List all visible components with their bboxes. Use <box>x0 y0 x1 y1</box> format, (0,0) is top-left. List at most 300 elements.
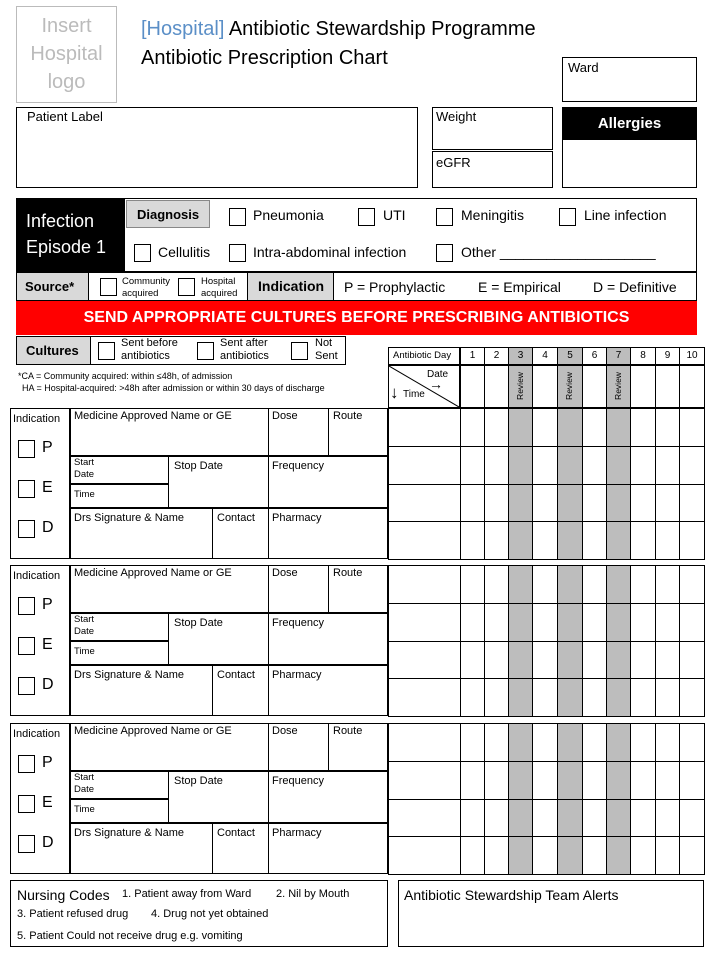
pharmacy-field[interactable] <box>268 823 388 874</box>
page-title-line1 <box>141 18 536 41</box>
medicine-name-field[interactable] <box>70 723 269 771</box>
cultures-label: Cultures <box>26 343 79 358</box>
egfr-field[interactable] <box>432 151 553 188</box>
administration-cell[interactable] <box>606 521 631 560</box>
date-entry-cell[interactable] <box>484 365 509 408</box>
patient-label-field[interactable] <box>16 107 418 188</box>
sent-before-label-2: antibiotics <box>121 350 170 362</box>
antibiotic-day-label: Antibiotic Day <box>393 350 452 361</box>
administration-cell[interactable] <box>582 799 607 837</box>
dose-label: Dose <box>272 725 298 737</box>
frequency-label: Frequency <box>272 775 324 787</box>
administration-cell[interactable] <box>484 761 509 800</box>
ward-field[interactable] <box>562 57 697 102</box>
administration-cell[interactable] <box>557 761 583 800</box>
administration-cell[interactable] <box>557 603 583 642</box>
administration-time-cell[interactable] <box>388 836 461 875</box>
cultures-warning-banner <box>16 301 697 335</box>
other-label: Other ____________________ <box>461 244 656 260</box>
egfr-label: eGFR <box>436 155 471 170</box>
indication-option-label: P <box>42 754 53 771</box>
signature-field[interactable] <box>70 665 213 716</box>
indication-d-checkbox[interactable] <box>18 677 35 695</box>
administration-cell[interactable] <box>655 484 680 522</box>
administration-cell[interactable] <box>532 408 558 447</box>
not-sent-checkbox[interactable] <box>291 342 308 360</box>
indication-option-label: P <box>42 439 53 456</box>
indication-e-checkbox[interactable] <box>18 637 35 655</box>
administration-cell[interactable] <box>679 799 705 837</box>
line-infection-label: Line infection <box>584 207 667 223</box>
start-time-label: Time <box>74 646 95 657</box>
hospital-acquired-label-1: Hospital <box>201 276 236 287</box>
dose-label: Dose <box>272 410 298 422</box>
start-date-label-1: Start <box>74 772 95 783</box>
administration-cell[interactable] <box>484 836 509 875</box>
pharmacy-field[interactable] <box>268 665 388 716</box>
contact-field[interactable] <box>212 823 269 874</box>
administration-cell[interactable] <box>557 678 583 717</box>
administration-cell[interactable] <box>606 446 631 485</box>
frequency-field[interactable] <box>268 771 388 823</box>
stop-date-label: Stop Date <box>174 775 223 787</box>
contact-label: Contact <box>217 827 255 839</box>
administration-cell[interactable] <box>508 408 533 447</box>
administration-cell[interactable] <box>532 799 558 837</box>
banner-text: SEND APPROPRIATE CULTURES BEFORE PRESCRIBING ANTIBIOTICS <box>83 309 630 326</box>
administration-cell[interactable] <box>582 678 607 717</box>
diagnosis-label-box <box>126 200 210 228</box>
hospital-prefix: [Hospital] <box>141 18 225 40</box>
day-number: 7 <box>615 350 622 361</box>
date-entry-cell[interactable] <box>582 365 607 408</box>
frequency-label: Frequency <box>272 460 324 472</box>
day-header-cell <box>582 347 607 365</box>
date-entry-cell[interactable] <box>532 365 558 408</box>
weight-label: Weight <box>436 109 477 124</box>
route-label: Route <box>333 725 363 737</box>
hospital-acquired-label-2: acquired <box>201 288 238 299</box>
administration-cell[interactable] <box>460 836 485 875</box>
cultures-label-box <box>17 337 91 364</box>
indication-option-label: D <box>42 834 54 851</box>
review-label: Review <box>515 372 525 400</box>
administration-cell[interactable] <box>606 641 631 679</box>
administration-cell[interactable] <box>630 521 656 560</box>
administration-cell[interactable] <box>630 565 656 604</box>
day-header-cell <box>557 347 583 365</box>
indication-option-label: E <box>42 794 53 811</box>
frequency-label: Frequency <box>272 617 324 629</box>
allergies-header <box>563 108 696 140</box>
episode-title-1: Infection <box>26 211 95 231</box>
administration-cell[interactable] <box>630 799 656 837</box>
administration-cell[interactable] <box>606 761 631 800</box>
administration-cell[interactable] <box>508 446 533 485</box>
signature-label: Drs Signature & Name <box>74 827 185 839</box>
administration-cell[interactable] <box>532 723 558 762</box>
administration-cell[interactable] <box>582 484 607 522</box>
administration-cell[interactable] <box>606 678 631 717</box>
intra-abdominal-checkbox[interactable] <box>229 244 246 262</box>
administration-cell[interactable] <box>655 603 680 642</box>
episode-title-2: Episode 1 <box>26 237 107 257</box>
date-arrow-icon: → <box>429 376 443 392</box>
administration-cell[interactable] <box>557 521 583 560</box>
administration-cell[interactable] <box>557 446 583 485</box>
uti-checkbox[interactable] <box>358 208 375 226</box>
administration-cell[interactable] <box>606 799 631 837</box>
stop-date-field[interactable] <box>168 456 269 508</box>
start-date-field[interactable] <box>70 613 169 641</box>
administration-cell[interactable] <box>508 603 533 642</box>
stewardship-alerts-box[interactable] <box>398 880 704 947</box>
administration-cell[interactable] <box>655 678 680 717</box>
administration-cell[interactable] <box>484 641 509 679</box>
administration-cell[interactable] <box>532 678 558 717</box>
administration-cell[interactable] <box>508 521 533 560</box>
dose-field[interactable] <box>268 408 329 456</box>
intra-abdominal-label: Intra-abdominal infection <box>253 244 407 260</box>
day-header-cell <box>630 347 656 365</box>
signature-label: Drs Signature & Name <box>74 669 185 681</box>
administration-cell[interactable] <box>679 836 705 875</box>
start-date-label-1: Start <box>74 614 95 625</box>
administration-cell[interactable] <box>484 723 509 762</box>
contact-field[interactable] <box>212 508 269 559</box>
date-entry-cell[interactable] <box>606 365 631 408</box>
sent-after-label-2: antibiotics <box>220 350 269 362</box>
signature-field[interactable] <box>70 508 213 559</box>
administration-cell[interactable] <box>655 761 680 800</box>
administration-cell[interactable] <box>532 521 558 560</box>
date-entry-cell[interactable] <box>460 365 485 408</box>
community-acquired-label-1: Community <box>122 276 171 287</box>
administration-cell[interactable] <box>630 761 656 800</box>
administration-time-cell[interactable] <box>388 678 461 717</box>
indication-label: Indication <box>258 278 325 294</box>
day-header-cell <box>655 347 680 365</box>
administration-cell[interactable] <box>532 484 558 522</box>
administration-cell[interactable] <box>557 836 583 875</box>
pharmacy-label: Pharmacy <box>272 512 322 524</box>
nursing-codes-box <box>10 880 388 947</box>
administration-cell[interactable] <box>508 761 533 800</box>
administration-time-cell[interactable] <box>388 408 461 447</box>
definitive-code: D = Definitive <box>593 279 677 295</box>
route-field[interactable] <box>328 723 388 771</box>
administration-cell[interactable] <box>606 836 631 875</box>
administration-cell[interactable] <box>508 565 533 604</box>
administration-cell[interactable] <box>679 761 705 800</box>
pneumonia-checkbox[interactable] <box>229 208 246 226</box>
administration-cell[interactable] <box>679 408 705 447</box>
administration-cell[interactable] <box>508 836 533 875</box>
administration-cell[interactable] <box>655 723 680 762</box>
antibiotic-day-header <box>388 347 460 365</box>
start-time-field[interactable] <box>70 641 169 665</box>
day-header-cell <box>508 347 533 365</box>
administration-cell[interactable] <box>606 603 631 642</box>
logo-text-3: logo <box>47 71 86 93</box>
dose-field[interactable] <box>268 565 329 613</box>
administration-time-cell[interactable] <box>388 603 461 642</box>
administration-cell[interactable] <box>582 521 607 560</box>
signature-label: Drs Signature & Name <box>74 512 185 524</box>
administration-cell[interactable] <box>679 678 705 717</box>
meningitis-label: Meningitis <box>461 207 525 223</box>
route-field[interactable] <box>328 408 388 456</box>
nursing-code-4: 4. Drug not yet obtained <box>151 908 269 920</box>
administration-cell[interactable] <box>655 565 680 604</box>
administration-cell[interactable] <box>508 484 533 522</box>
day-number: 10 <box>686 350 698 361</box>
hospital-acquired-checkbox[interactable] <box>178 278 195 296</box>
administration-cell[interactable] <box>484 565 509 604</box>
start-date-label-2: Date <box>74 784 95 795</box>
day-number: 3 <box>517 350 524 361</box>
administration-time-cell[interactable] <box>388 565 461 604</box>
administration-cell[interactable] <box>606 565 631 604</box>
administration-time-cell[interactable] <box>388 723 461 762</box>
administration-cell[interactable] <box>508 723 533 762</box>
indication-p-checkbox[interactable] <box>18 597 35 615</box>
administration-cell[interactable] <box>582 603 607 642</box>
date-time-diagonal <box>389 366 459 407</box>
administration-cell[interactable] <box>606 723 631 762</box>
administration-cell[interactable] <box>630 723 656 762</box>
administration-cell[interactable] <box>679 603 705 642</box>
nursing-code-2: 2. Nil by Mouth <box>276 888 350 900</box>
administration-cell[interactable] <box>679 723 705 762</box>
administration-cell[interactable] <box>557 799 583 837</box>
cellulitis-checkbox[interactable] <box>134 244 151 262</box>
sent-before-checkbox[interactable] <box>98 342 115 360</box>
administration-cell[interactable] <box>532 565 558 604</box>
dose-field[interactable] <box>268 723 329 771</box>
administration-cell[interactable] <box>582 836 607 875</box>
time-arrow-icon: ↓ <box>390 383 399 402</box>
contact-field[interactable] <box>212 665 269 716</box>
day-number: 2 <box>493 350 500 361</box>
logo-text-1: Insert <box>41 15 92 37</box>
stop-date-field[interactable] <box>168 613 269 665</box>
administration-cell[interactable] <box>460 446 485 485</box>
stop-date-field[interactable] <box>168 771 269 823</box>
administration-cell[interactable] <box>679 641 705 679</box>
start-time-label: Time <box>74 489 95 500</box>
signature-field[interactable] <box>70 823 213 874</box>
administration-cell[interactable] <box>460 565 485 604</box>
indication-d-checkbox[interactable] <box>18 520 35 538</box>
administration-cell[interactable] <box>679 446 705 485</box>
indication-e-checkbox[interactable] <box>18 795 35 813</box>
administration-cell[interactable] <box>557 565 583 604</box>
administration-cell[interactable] <box>508 799 533 837</box>
administration-cell[interactable] <box>557 484 583 522</box>
indication-column-label: Indication <box>13 570 61 582</box>
start-time-label: Time <box>74 804 95 815</box>
administration-cell[interactable] <box>484 799 509 837</box>
administration-cell[interactable] <box>655 799 680 837</box>
footnote-ca: *CA = Community acquired: within ≤48h, of admission <box>18 371 233 381</box>
administration-time-cell[interactable] <box>388 799 461 837</box>
sent-after-label-1: Sent after <box>220 337 268 349</box>
administration-cell[interactable] <box>460 678 485 717</box>
date-entry-cell[interactable] <box>508 365 533 408</box>
administration-cell[interactable] <box>630 446 656 485</box>
frequency-field[interactable] <box>268 456 388 508</box>
administration-cell[interactable] <box>582 761 607 800</box>
source-label: Source* <box>25 279 75 294</box>
administration-time-cell[interactable] <box>388 446 461 485</box>
indication-e-checkbox[interactable] <box>18 480 35 498</box>
administration-cell[interactable] <box>557 723 583 762</box>
administration-cell[interactable] <box>582 565 607 604</box>
administration-cell[interactable] <box>508 678 533 717</box>
day-header-cell <box>460 347 485 365</box>
administration-cell[interactable] <box>679 565 705 604</box>
day-header-cell <box>484 347 509 365</box>
administration-cell[interactable] <box>460 799 485 837</box>
administration-cell[interactable] <box>460 603 485 642</box>
administration-cell[interactable] <box>606 408 631 447</box>
administration-cell[interactable] <box>557 408 583 447</box>
logo-placeholder <box>16 6 117 103</box>
administration-cell[interactable] <box>484 603 509 642</box>
indication-column <box>10 723 70 874</box>
time-label: Time <box>403 389 425 400</box>
indication-p-checkbox[interactable] <box>18 440 35 458</box>
administration-time-cell[interactable] <box>388 761 461 800</box>
review-label: Review <box>564 372 574 400</box>
administration-cell[interactable] <box>630 408 656 447</box>
date-entry-cell[interactable] <box>630 365 656 408</box>
administration-cell[interactable] <box>655 446 680 485</box>
medicine-name-field[interactable] <box>70 565 269 613</box>
administration-cell[interactable] <box>484 521 509 560</box>
sent-after-checkbox[interactable] <box>197 342 214 360</box>
indication-column-label: Indication <box>13 728 61 740</box>
indication-option-label: P <box>42 596 53 613</box>
diagnosis-label: Diagnosis <box>137 207 200 222</box>
administration-time-cell[interactable] <box>388 484 461 522</box>
day-header-cell <box>532 347 558 365</box>
administration-cell[interactable] <box>630 836 656 875</box>
not-sent-label-2: Sent <box>315 350 338 362</box>
administration-cell[interactable] <box>532 641 558 679</box>
administration-cell[interactable] <box>606 484 631 522</box>
dose-label: Dose <box>272 567 298 579</box>
day-header-cell <box>679 347 705 365</box>
administration-cell[interactable] <box>655 408 680 447</box>
administration-cell[interactable] <box>460 521 485 560</box>
administration-cell[interactable] <box>460 484 485 522</box>
administration-cell[interactable] <box>655 836 680 875</box>
administration-cell[interactable] <box>630 603 656 642</box>
day-number: 8 <box>640 350 646 361</box>
indication-d-checkbox[interactable] <box>18 835 35 853</box>
date-entry-cell[interactable] <box>679 365 705 408</box>
administration-cell[interactable] <box>655 641 680 679</box>
start-date-label-1: Start <box>74 457 95 468</box>
administration-cell[interactable] <box>679 484 705 522</box>
administration-cell[interactable] <box>460 761 485 800</box>
administration-cell[interactable] <box>655 521 680 560</box>
administration-cell[interactable] <box>532 761 558 800</box>
cellulitis-label: Cellulitis <box>158 244 211 260</box>
administration-cell[interactable] <box>484 484 509 522</box>
date-entry-cell[interactable] <box>655 365 680 408</box>
indication-p-checkbox[interactable] <box>18 755 35 773</box>
weight-field[interactable] <box>432 107 553 150</box>
other-checkbox[interactable] <box>436 244 453 262</box>
administration-cell[interactable] <box>582 408 607 447</box>
administration-cell[interactable] <box>679 521 705 560</box>
administration-cell[interactable] <box>532 446 558 485</box>
administration-time-cell[interactable] <box>388 641 461 679</box>
administration-cell[interactable] <box>484 408 509 447</box>
frequency-field[interactable] <box>268 613 388 665</box>
administration-cell[interactable] <box>582 446 607 485</box>
episode-label-block <box>17 199 125 271</box>
start-date-field[interactable] <box>70 456 169 484</box>
route-label: Route <box>333 567 363 579</box>
administration-cell[interactable] <box>557 641 583 679</box>
administration-cell[interactable] <box>460 408 485 447</box>
indication-option-label: E <box>42 479 53 496</box>
footnote-ha: HA = Hospital-acquired: >48h after admission or within 30 days of discharge <box>22 383 325 393</box>
allergies-label: Allergies <box>597 115 662 132</box>
line-infection-checkbox[interactable] <box>559 208 576 226</box>
administration-cell[interactable] <box>460 641 485 679</box>
day-number: 5 <box>567 350 573 361</box>
administration-time-cell[interactable] <box>388 521 461 560</box>
contact-label: Contact <box>217 669 255 681</box>
administration-cell[interactable] <box>460 723 485 762</box>
administration-cell[interactable] <box>582 723 607 762</box>
stewardship-alerts-title: Antibiotic Stewardship Team Alerts <box>404 887 619 903</box>
administration-cell[interactable] <box>630 678 656 717</box>
date-entry-cell[interactable] <box>557 365 583 408</box>
medicine-name-field[interactable] <box>70 408 269 456</box>
start-date-field[interactable] <box>70 771 169 799</box>
administration-cell[interactable] <box>630 484 656 522</box>
stop-date-label: Stop Date <box>174 617 223 629</box>
nursing-code-3: 3. Patient refused drug <box>17 908 129 920</box>
start-time-field[interactable] <box>70 484 169 508</box>
pharmacy-field[interactable] <box>268 508 388 559</box>
allergies-field[interactable] <box>562 107 697 188</box>
administration-cell[interactable] <box>582 641 607 679</box>
pneumonia-label: Pneumonia <box>253 207 324 223</box>
administration-cell[interactable] <box>532 603 558 642</box>
community-acquired-checkbox[interactable] <box>100 278 117 296</box>
route-field[interactable] <box>328 565 388 613</box>
administration-cell[interactable] <box>532 836 558 875</box>
administration-cell[interactable] <box>508 641 533 679</box>
administration-cell[interactable] <box>484 446 509 485</box>
date-label: Date <box>427 369 449 380</box>
day-number: 9 <box>664 350 671 361</box>
indication-option-label: E <box>42 636 53 653</box>
administration-cell[interactable] <box>630 641 656 679</box>
medicine-name-label: Medicine Approved Name or GE <box>74 410 232 422</box>
administration-cell[interactable] <box>484 678 509 717</box>
meningitis-checkbox[interactable] <box>436 208 453 226</box>
start-time-field[interactable] <box>70 799 169 823</box>
programme-title: Antibiotic Stewardship Programme <box>228 18 536 40</box>
